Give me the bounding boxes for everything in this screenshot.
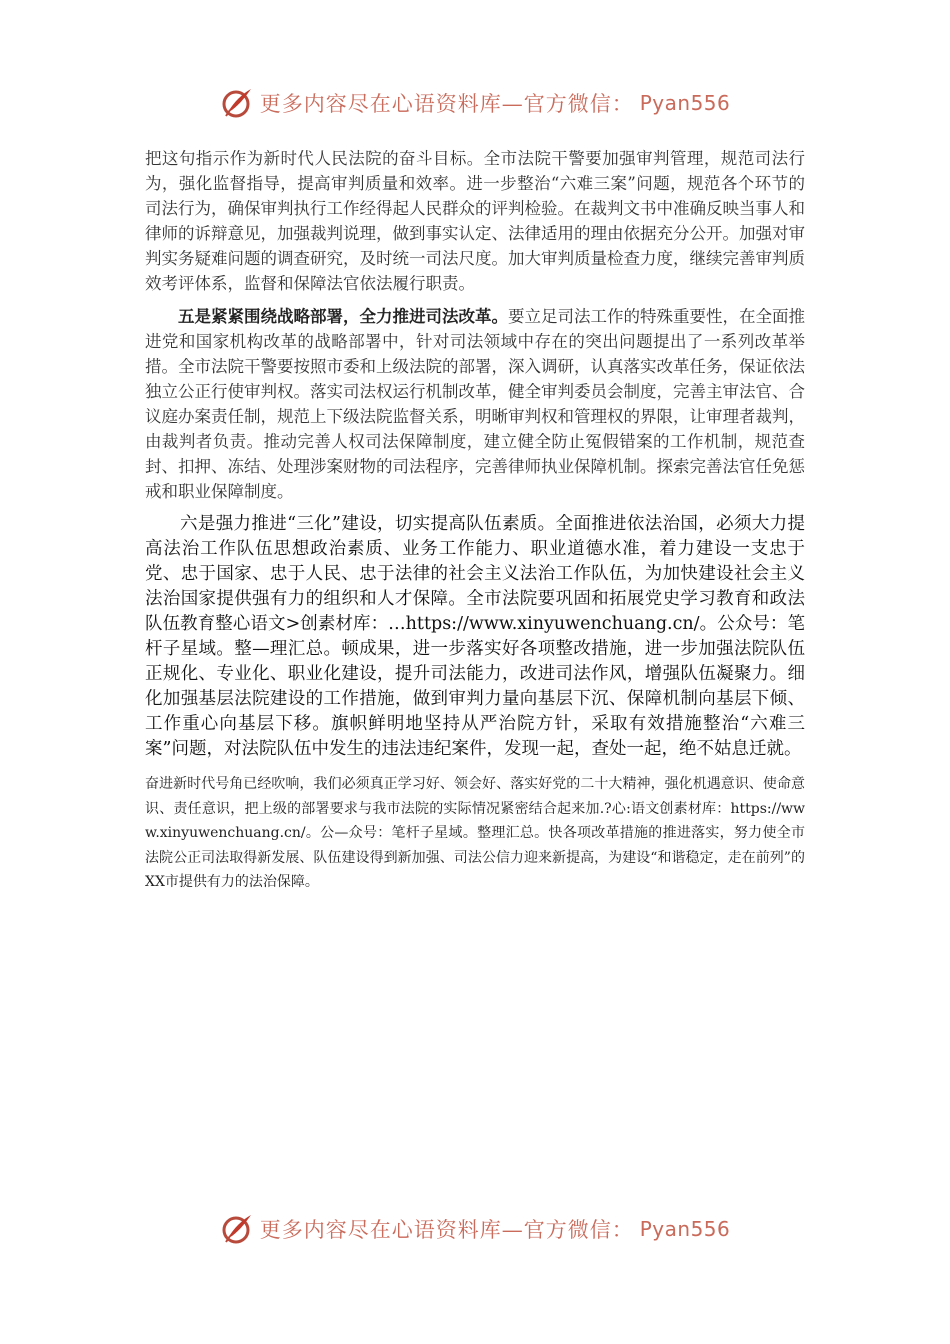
footer-banner-text: 更多内容尽在心语资料库—官方微信： (259, 1218, 634, 1242)
paragraph-4: 奋进新时代号角已经吹响，我们必须真正学习好、领会好、落实好党的二十大精神，强化机遇意识、使命意识、责任意识，把上级的部署要求与我市法院的实际情况紧密结合起来加.?心:语文创素材库：https://www.xinyuwenchuang.cn/。公—众号：笔杆子星域。整理汇总。快各项改革措施的推进落实，努力使全市法院公正司法取得新发展、队伍建设得到新加强、司法公信力迎来新提高，为建设“和谐稳定，走在前列”的XX市提供有力的法治保障。 (145, 776, 805, 890)
quill-circle-icon (220, 86, 254, 120)
quill-circle-icon (220, 1212, 254, 1246)
paragraph-1: 把这句指示作为新时代人民法院的奋斗目标。全市法院干警要加强审判管理，规范司法行为，强化监督指导，提高审判质量和效率。进一步整治“六难三案”问题，规范各个环节的司法行为，确保审判执行工作经得起人民群众的评判检验。在裁判文书中准确反映当事人和律师的诉辩意见，加强裁判说理，做到事实认定、法律适用的理由依据充分公开。加强对审判实务疑难问题的调查研究，及时统一司法尺度。加大审判质量检查力度，继续完善审判质效考评体系，监督和保障法官依法履行职责。 (145, 149, 805, 293)
paragraph-2-text: 要立足司法工作的特殊重要性，在全面推进党和国家机构改革的战略部署中，针对司法领域中存在的突出问题提出了一系列改革举措。全市法院干警要按照市委和上级法院的部署，深入调研，认真落实改革任务，保证依法独立公正行使审判权。落实司法权运行机制改革，健全审判委员会制度，完善主审法官、合议庭办案责任制，规范上下级法院监督关系，明晰审判权和管理权的界限，让审理者裁判，由裁判者负责。推动完善人权司法保障制度，建立健全防止冤假错案的工作机制，规范查封、扣押、冻结、处理涉案财物的司法程序，完善律师执业保障机制。探索完善法官任免惩戒和职业保障制度。 (145, 307, 805, 501)
paragraph-2-heading: 五是紧紧围绕战略部署，全力推进司法改革。 (178, 307, 508, 326)
header-wechat-id: Pyan556 (639, 91, 731, 115)
document-body (145, 146, 805, 895)
header-banner (0, 86, 950, 120)
header-banner-text: 更多内容尽在心语资料库—官方微信： (259, 92, 634, 116)
paragraph-2 (145, 304, 805, 504)
paragraph-3: 六是强力推进“三化”建设，切实提高队伍素质。全面推进依法治国，必须大力提高法治工作队伍思想政治素质、业务工作能力、职业道德水准，着力建设一支忠于党、忠于国家、忠于人民、忠于法律的社会主义法治工作队伍，为加快建设社会主义法治国家提供强有力的组织和人才保障。全市法院要巩固和拓展党史学习教育和政法队伍教育整心语文>创素材库：…https://www.xinyuwenchuang.cn/。公众号：笔杆子星域。整—理汇总。顿成果，进一步落实好各项整改措施，进一步加强法院队伍正规化、专业化、职业化建设，提升司法能力，改进司法作风，增强队伍凝聚力。细化加强基层法院建设的工作措施，做到审判力量向基层下沉、保障机制向基层下倾、工作重心向基层下移。旗帜鲜明地坚持从严治院方针，采取有效措施整治“六难三案”问题，对法院队伍中发生的违法违纪案件，发现一起，查处一起，绝不姑息迁就。 (145, 514, 805, 759)
footer-wechat-id: Pyan556 (639, 1217, 731, 1241)
footer-banner (0, 1212, 950, 1246)
